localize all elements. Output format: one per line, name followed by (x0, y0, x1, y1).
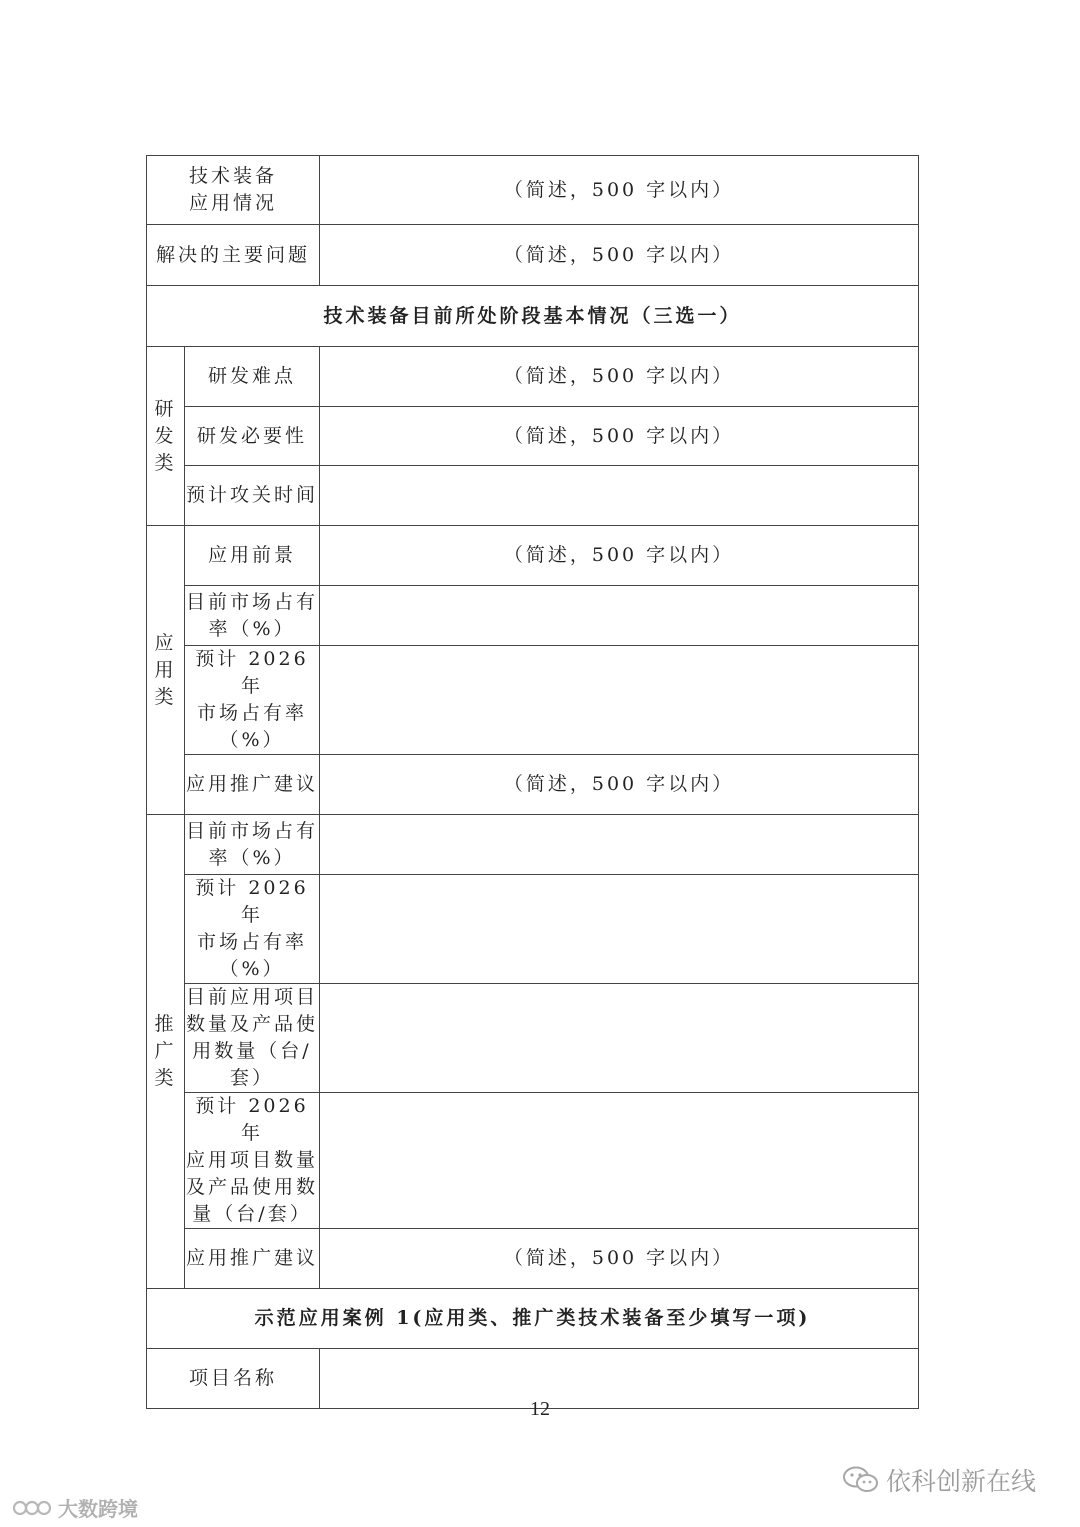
section-heading: 技术装备目前所处阶段基本情况（三选一） (147, 286, 919, 347)
form-row (147, 646, 919, 755)
field-value[interactable] (320, 466, 919, 526)
form-row (147, 526, 919, 586)
watermark-left (12, 1493, 138, 1522)
field-label: 技术装备 应用情况 (147, 156, 320, 225)
field-value[interactable]: （简述，500 字以内） (320, 526, 919, 586)
page-number: 12 (530, 1398, 550, 1420)
field-label: 研发必要性 (185, 407, 320, 466)
application-form-table (146, 155, 919, 1409)
field-label: 应用推广建议 (185, 1229, 320, 1289)
category-label: 研发类 (154, 397, 177, 474)
watermark-left-text: 大数跨境 (58, 1497, 138, 1521)
field-label: 应用前景 (185, 526, 320, 586)
category-cell (147, 526, 185, 815)
field-label: 应用推广建议 (185, 755, 320, 815)
form-row (147, 466, 919, 526)
form-row (147, 225, 919, 286)
field-value[interactable] (320, 875, 919, 984)
form-row (147, 815, 919, 875)
field-label: 解决的主要问题 (147, 225, 320, 286)
section-heading: 示范应用案例 1(应用类、推广类技术装备至少填写一项) (147, 1289, 919, 1349)
wechat-icon (842, 1465, 880, 1495)
field-label: 目前应用项目 数量及产品使 用数量（台/ 套） (185, 984, 320, 1093)
field-label: 项目名称 (147, 1349, 320, 1409)
field-value[interactable] (320, 646, 919, 755)
form-row (147, 407, 919, 466)
category-label: 推广类 (154, 1013, 177, 1089)
field-label: 目前市场占有 率（%） (185, 586, 320, 646)
field-value[interactable]: （简述，500 字以内） (320, 407, 919, 466)
field-label: 预计 2026 年 应用项目数量 及产品使用数 量（台/套） (185, 1093, 320, 1229)
form-row (147, 755, 919, 815)
form-row (147, 347, 919, 407)
field-value[interactable] (320, 586, 919, 646)
field-value[interactable] (320, 1093, 919, 1229)
field-value[interactable]: （简述，500 字以内） (320, 1229, 919, 1289)
field-value[interactable]: （简述，500 字以内） (320, 755, 919, 815)
field-value[interactable]: （简述，500 字以内） (320, 347, 919, 407)
logo-icon (12, 1496, 54, 1520)
field-label: 目前市场占有 率（%） (185, 815, 320, 875)
field-value[interactable] (320, 815, 919, 875)
category-label: 应用类 (154, 631, 177, 708)
field-label: 预计 2026 年 市场占有率 （%） (185, 875, 320, 984)
category-cell (147, 347, 185, 526)
form-row (147, 586, 919, 646)
form-row (147, 984, 919, 1093)
field-label: 预计攻关时间 (185, 466, 320, 526)
field-label: 研发难点 (185, 347, 320, 407)
form-row (147, 875, 919, 984)
form-row (147, 1093, 919, 1229)
field-label: 预计 2026 年 市场占有率 （%） (185, 646, 320, 755)
field-value[interactable]: （简述，500 字以内） (320, 225, 919, 286)
section-row (147, 286, 919, 347)
form-row (147, 1229, 919, 1289)
field-value[interactable] (320, 984, 919, 1093)
category-cell (147, 815, 185, 1289)
watermark-right (842, 1462, 1036, 1498)
field-value[interactable]: （简述，500 字以内） (320, 156, 919, 225)
section-row (147, 1289, 919, 1349)
watermark-right-text: 依科创新在线 (886, 1467, 1037, 1496)
form-row (147, 156, 919, 225)
